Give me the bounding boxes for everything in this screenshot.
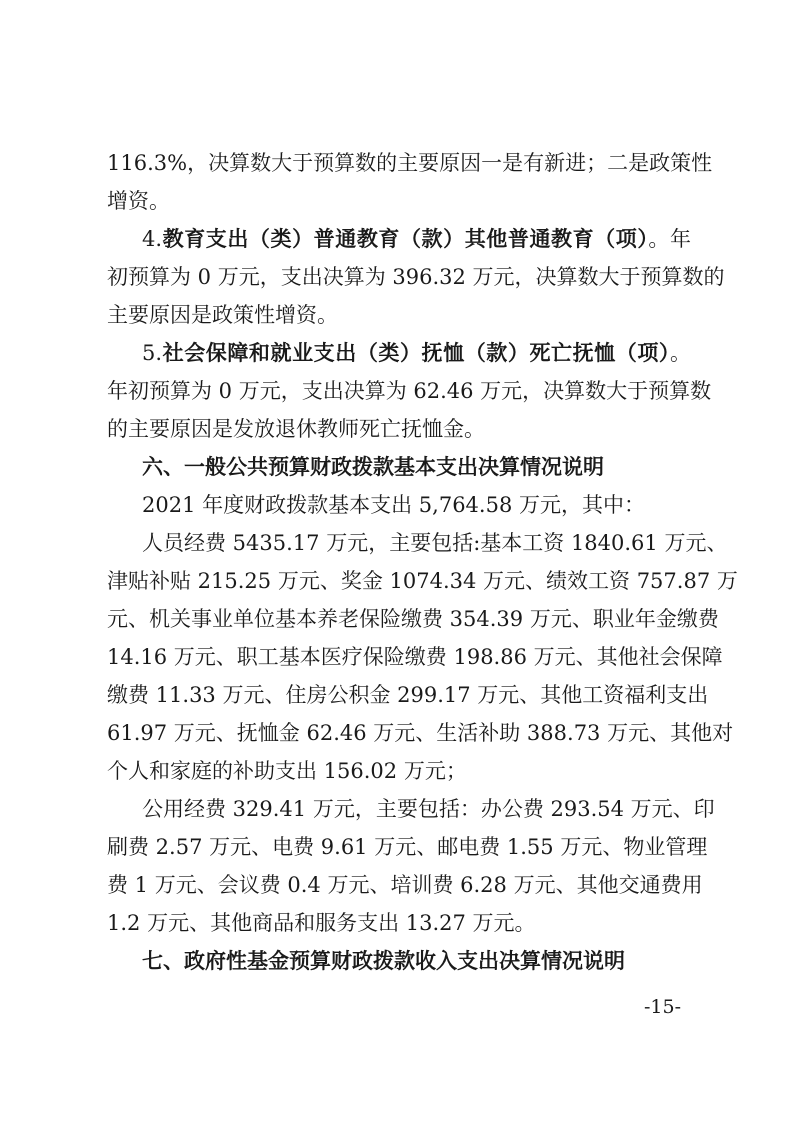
text-segment: 公用经费 329.41 万元，主要包括：办公费 293.54 万元、印 [142,797,715,821]
text-line [107,334,691,372]
text-segment: 个人和家庭的补助支出 156.02 万元； [107,759,467,783]
text-segment: 初预算为 0 万元，支出决算为 396.32 万元，决算数大于预算数的 [107,265,725,289]
text-segment: 14.16 万元、职工基本医疗保险缴费 198.86 万元、其他社会保障 [107,645,723,669]
text-segment: 刷费 2.57 万元、电费 9.61 万元、邮电费 1.55 万元、物业管理 [107,835,708,859]
text-line [107,600,719,638]
page-number: -15- [644,996,682,1018]
text-segment: 的主要原因是发放退休教师死亡抚恤金。 [107,417,485,441]
text-line [107,182,691,220]
text-line [107,866,703,904]
text-line [107,372,712,410]
text-line [107,828,708,866]
text-line [107,220,691,258]
text-segment: 。年 [648,227,691,251]
text-segment: 津贴补贴 215.25 万元、奖金 1074.34 万元、绩效工资 757.87 万 [107,569,738,593]
text-segment: 61.97 万元、抚恤金 62.46 万元、生活补助 388.73 万元、其他对 [107,721,734,745]
section-heading [107,448,691,486]
text-line [107,144,713,182]
section-heading [107,942,691,980]
text-segment: 5. [142,341,163,365]
text-segment: 主要原因是政策性增资。 [107,303,338,327]
bold-item-title: 社会保障和就业支出（类）抚恤（款）死亡抚恤（项） [162,341,670,365]
text-segment: 缴费 11.33 万元、住房公积金 299.17 万元、其他工资福利支出 [107,683,709,707]
text-line [107,790,715,828]
text-segment: 六、一般公共预算财政拨款基本支出决算情况说明 [142,455,604,479]
text-segment: 年初预算为 0 万元，支出决算为 62.46 万元，决算数大于预算数 [107,379,712,403]
text-segment: 2021 年度财政拨款基本支出 5,764.58 万元，其中： [142,493,645,517]
document-body [107,144,738,980]
text-line [107,562,738,600]
text-line [107,714,734,752]
text-segment: 。 [670,341,691,365]
text-segment: 人员经费 5435.17 万元，主要包括:基本工资 1840.61 万元、 [142,531,728,555]
bold-item-title: 教育支出（类）普通教育（款）其他普通教育（项） [162,227,649,251]
text-line [107,904,691,942]
text-line [107,486,691,524]
text-segment: 116.3%，决算数大于预算数的主要原因一是有新进；二是政策性 [107,151,713,175]
text-line [107,410,691,448]
text-line [107,638,723,676]
text-line [107,676,709,714]
text-segment: 增资。 [107,189,170,213]
text-segment: 七、政府性基金预算财政拨款收入支出决算情况说明 [142,949,625,973]
text-segment: 元、机关事业单位基本养老保险缴费 354.39 万元、职业年金缴费 [107,607,719,631]
text-line [107,296,691,334]
text-line [107,258,725,296]
text-line [107,524,728,562]
text-line [107,752,691,790]
text-segment: 4. [142,227,163,251]
text-segment: 费 1 万元、会议费 0.4 万元、培训费 6.28 万元、其他交通费用 [107,873,703,897]
text-segment: 1.2 万元、其他商品和服务支出 13.27 万元。 [107,911,536,935]
